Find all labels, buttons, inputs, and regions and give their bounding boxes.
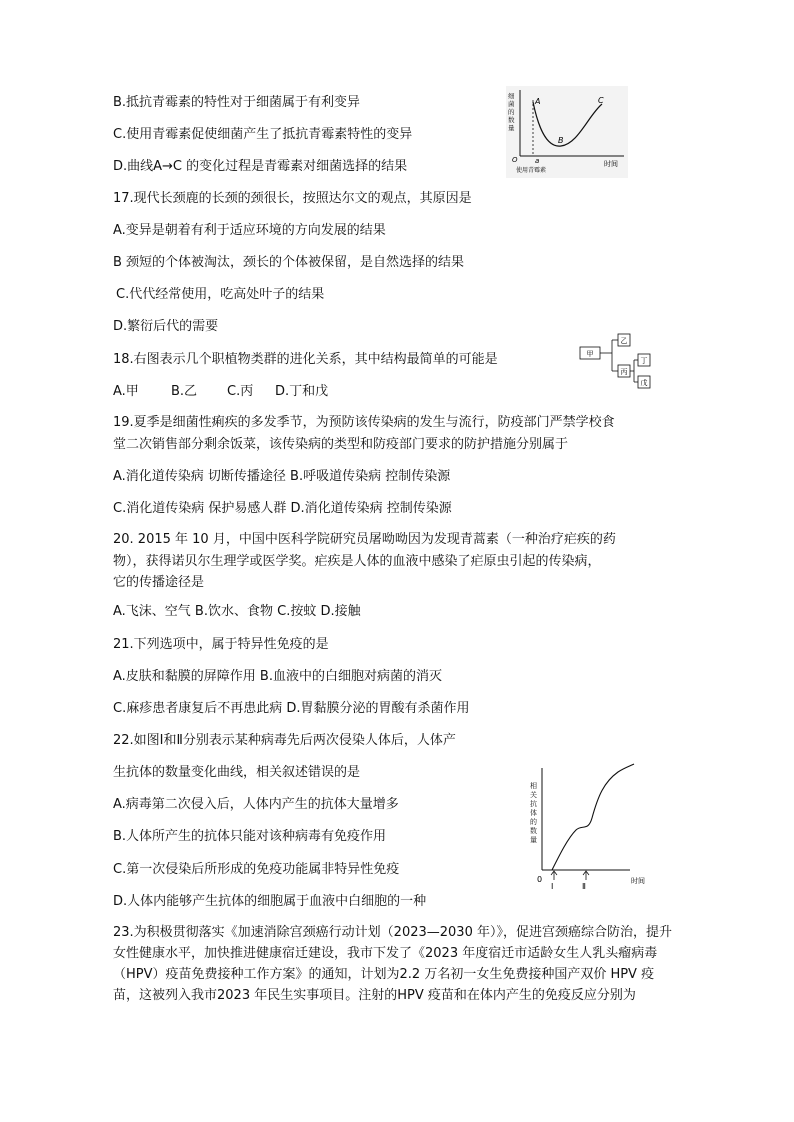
tick-1-label: Ⅰ <box>551 882 554 891</box>
svg-text:量: 量 <box>508 124 515 132</box>
q18-options <box>113 383 328 401</box>
q20-stem-line2: 物），获得诺贝尔生理学或医学奖。疟疾是人体的血液中感染了疟原虫引起的传染病， <box>113 554 601 569</box>
q18-option-c: C.丙 <box>227 384 254 399</box>
q16-option-d: D.曲线A→C 的变化过程是青霉素对细菌选择的结果 <box>113 159 408 174</box>
svg-text:抗: 抗 <box>530 800 537 808</box>
node-bing-label: 丙 <box>620 368 628 376</box>
y-axis-label <box>530 781 537 844</box>
q18-option-b: B.乙 <box>171 384 198 399</box>
q19-stem-line2: 堂二次销售部分剩余饭菜，该传染病的类型和防疫部门要求的防护措施分别属于 <box>113 437 569 452</box>
svg-text:菌: 菌 <box>508 100 515 108</box>
x-axis-label: 时间 <box>631 877 645 885</box>
q18-stem: 18.右图表示几个职植物类群的进化关系，其中结构最简单的可能是 <box>113 352 498 367</box>
q23-text: 23.为积极贯彻落实《加速消除宫颈癌行动计划（2023—2030 年）》，促进宫颈癌综合防治，提升女性健康水平，加快推进健康宿迁建设，我市下发了《2023 年度宿迁市适龄女生人乳头瘤病毒（HPV）疫苗免费接种工作方案》的通知，计划为2.2 万名初一女生免费接种国产双价 HPV 疫苗，这被列入我市2023 年民生实事项目。注射的HPV 疫苗和在体内产生的免疫反应分别为 <box>113 925 672 1003</box>
q17-option-c: C.代代经常使用，吃高处叶子的结果 <box>116 287 325 302</box>
q21-options-ab: A.皮肤和黏膜的屏障作用 B.血液中的白细胞对病菌的消灭 <box>113 669 442 684</box>
q19-stem-line1: 19.夏季是细菌性痢疾的多发季节，为预防该传染病的发生与流行，防疫部门严禁学校食 <box>113 415 615 430</box>
q19-options-ab: A.消化道传染病 切断传播途径 B.呼吸道传染病 控制传染源 <box>113 469 451 484</box>
svg-text:关: 关 <box>530 791 537 799</box>
q18-option-a: A.甲 <box>113 384 139 399</box>
point-a-label: A <box>535 97 541 106</box>
q17-option-a: A.变异是朝着有利于适应环境的方向发展的结果 <box>113 223 386 238</box>
svg-text:相: 相 <box>530 782 537 790</box>
point-c-label: C <box>598 96 604 105</box>
tick-2-label: Ⅱ <box>582 882 586 891</box>
y-axis-label <box>508 92 515 132</box>
svg-text:的: 的 <box>508 108 515 116</box>
q18-option-d: D.丁和戊 <box>275 384 329 399</box>
node-ding-label: 丁 <box>640 357 648 365</box>
node-wu-label: 戊 <box>640 379 648 387</box>
q16-bacteria-curve-figure <box>506 86 628 178</box>
tick-caption: 使用青霉素 <box>516 167 547 174</box>
q16-option-c: C.使用青霉素促使细菌产生了抵抗青霉素特性的变异 <box>113 127 413 142</box>
svg-text:的: 的 <box>530 818 537 826</box>
origin-label: O <box>512 156 518 164</box>
q17-stem: 17.现代长颈鹿的长颈的颈很长，按照达尔文的观点，其原因是 <box>113 191 472 206</box>
svg-text:细: 细 <box>508 92 515 100</box>
q20-options: A.飞沫、空气 B.饮水、食物 C.按蚊 D.接触 <box>113 604 361 619</box>
q22-option-b: B.人体所产生的抗体只能对该种病毒有免疫作用 <box>113 829 387 844</box>
node-yi-label: 乙 <box>620 337 628 345</box>
svg-text:数: 数 <box>508 116 515 124</box>
svg-text:量: 量 <box>530 836 537 844</box>
tick-a-label: a <box>535 157 540 165</box>
q22-option-d: D.人体内能够产生抗体的细胞属于血液中白细胞的一种 <box>113 894 427 909</box>
svg-text:体: 体 <box>530 809 537 817</box>
svg-text:数: 数 <box>530 827 537 835</box>
node-jia-label: 甲 <box>586 350 594 358</box>
antibody-curve <box>552 764 634 870</box>
q22-stem-line2: 生抗体的数量变化曲线，相关叙述错误的是 <box>113 765 361 780</box>
q22-antibody-curve-figure <box>524 758 648 892</box>
x-axis-label: 时间 <box>604 160 618 168</box>
q22-option-a: A.病毒第二次侵入后，人体内产生的抗体大量增多 <box>113 797 399 812</box>
q17-option-d: D.繁衍后代的需要 <box>113 319 219 334</box>
q21-options-cd: C.麻疹患者康复后不再患此病 D.胃黏膜分泌的胃酸有杀菌作用 <box>113 701 470 716</box>
q16-option-b: B.抵抗青霉素的特性对于细菌属于有利变异 <box>113 95 361 110</box>
q22-stem-line1: 22.如图Ⅰ和Ⅱ分别表示某种病毒先后两次侵染人体后，人体产 <box>113 733 456 748</box>
q17-option-b: B 颈短的个体被淘汰，颈长的个体被保留，是自然选择的结果 <box>113 255 465 270</box>
point-b-label: B <box>558 136 564 145</box>
q21-stem: 21.下列选项中，属于特异性免疫的是 <box>113 637 329 652</box>
origin-label: 0 <box>537 875 543 884</box>
q22-option-c: C.第一次侵染后所形成的免疫功能属非特异性免疫 <box>113 862 400 877</box>
q20-stem-line1: 20. 2015 年 10 月，中国中医科学院研究员屠呦呦因为发现青蒿素（一种治疗疟疾的药 <box>113 532 616 547</box>
q20-stem-line3: 它的传播途径是 <box>113 575 205 590</box>
q18-evolution-tree-figure <box>578 332 658 390</box>
q19-options-cd: C.消化道传染病 保护易感人群 D.消化道传染病 控制传染源 <box>113 501 452 516</box>
